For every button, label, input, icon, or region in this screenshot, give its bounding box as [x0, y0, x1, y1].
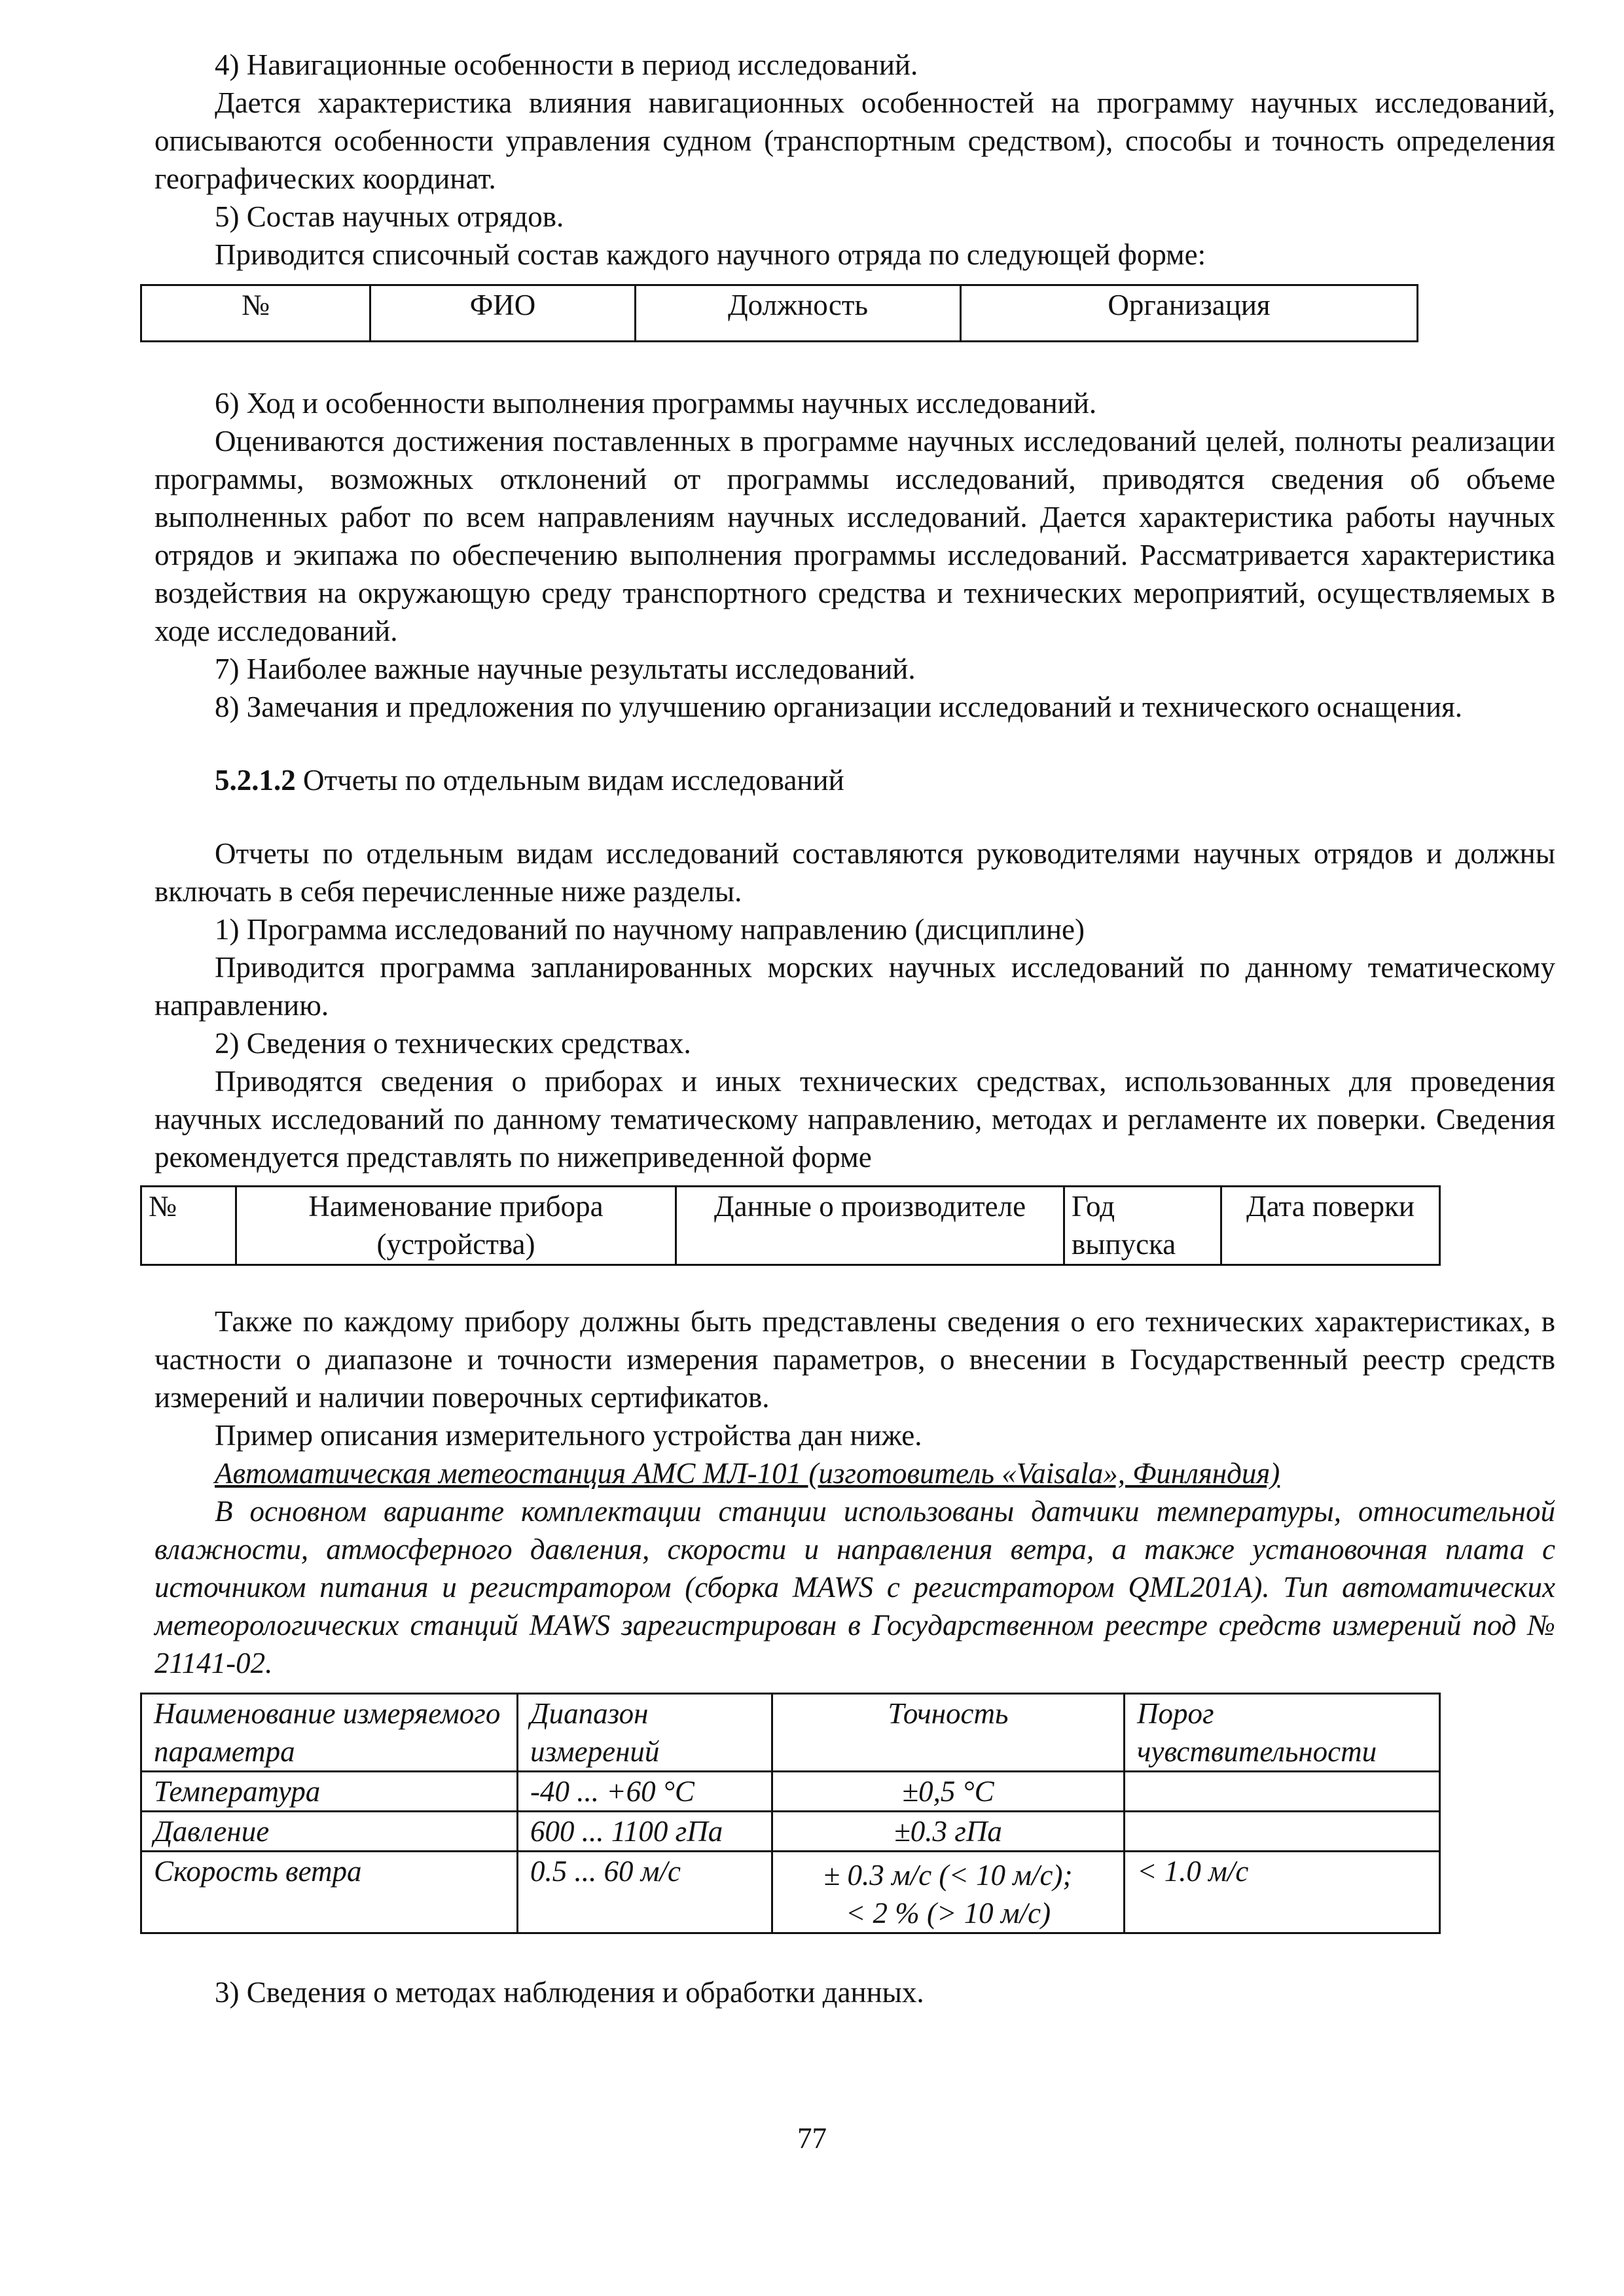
- specs-table-cell: [1125, 1772, 1440, 1812]
- paragraph-equipment-details: Также по каждому прибору должны быть представлены сведения о его технических характеристиках, в частности о диапазоне и точности измерения параметров, о внесении в Государственный реестр средств измерений и наличии поверочных сертификатов.: [154, 1305, 1555, 1414]
- paragraph-equipment-heading: 2) Сведения о технических средствах.: [215, 1027, 691, 1060]
- specs-table-row: [141, 1812, 1440, 1852]
- example-device-title: Автоматическая метеостанция АМС МЛ-101 (изготовитель «Vaisala», Финляндия): [215, 1457, 1280, 1490]
- paragraph-remarks-heading: 8) Замечания и предложения по улучшению организации исследований и технического оснащения.: [215, 691, 1463, 723]
- paragraph-navigation-text: Дается характеристика влияния навигационных особенностей на программу научных исследований, описываются особенности управления судном (транспортным средством), способы и точность определения географических координат.: [154, 86, 1555, 195]
- paragraph-program-text: Приводится программа запланированных морских научных исследований по данному тематическому направлению.: [154, 951, 1555, 1022]
- specs-table-cell: [1125, 1812, 1440, 1852]
- specs-table-cell: 0.5 ... 60 м/с: [518, 1852, 772, 1933]
- section-title: Отчеты по отдельным видам исследований: [303, 764, 844, 797]
- staff-table-header: Организация: [961, 285, 1418, 342]
- devices-table-header: Дата поверки: [1221, 1187, 1440, 1265]
- specs-table-cell: -40 ... +60 °С: [518, 1772, 772, 1812]
- devices-table-header: Наименование прибора (устройства): [236, 1187, 676, 1265]
- specs-table-row: [141, 1852, 1440, 1933]
- specs-table-cell: Давление: [141, 1812, 518, 1852]
- staff-table: [140, 284, 1418, 342]
- paragraph-section-intro: Отчеты по отдельным видам исследований составляются руководителями научных отрядов и должны включать в себя перечисленные ниже разделы.: [154, 837, 1555, 908]
- specs-table-header: Точность: [772, 1694, 1125, 1772]
- staff-table-header: ФИО: [370, 285, 636, 342]
- devices-table-header: Год выпуска: [1064, 1187, 1221, 1265]
- staff-table-header: Должность: [636, 285, 961, 342]
- specs-table-header-row: [141, 1694, 1440, 1772]
- paragraph-progress-heading: 6) Ход и особенности выполнения программы научных исследований.: [215, 387, 1097, 420]
- specs-table-cell: ± 0.3 м/с (< 10 м/с); < 2 % (> 10 м/с): [772, 1852, 1125, 1933]
- paragraph-equipment-text: Приводятся сведения о приборах и иных технических средствах, использованных для проведения научных исследований по данному тематическому направлению, методах и регламенте их поверки. Сведения рекомендуется представлять по нижеприведенной форме: [154, 1065, 1555, 1174]
- devices-table-header: №: [141, 1187, 236, 1265]
- specs-table-cell: Скорость ветра: [141, 1852, 518, 1933]
- specs-table-cell: Температура: [141, 1772, 518, 1812]
- specs-table-cell: ±0,5 °С: [772, 1772, 1125, 1812]
- specs-table-header: Диапазон измерений: [518, 1694, 772, 1772]
- paragraph-program-heading: 1) Программа исследований по научному направлению (дисциплине): [215, 913, 1085, 946]
- paragraph-staff-heading: 5) Состав научных отрядов.: [215, 200, 564, 233]
- paragraph-staff-text: Приводится списочный состав каждого научного отряда по следующей форме:: [215, 238, 1206, 271]
- specs-table-cell: 600 ... 1100 гПа: [518, 1812, 772, 1852]
- example-device-description: В основном варианте комплектации станции использованы датчики температуры, относительной влажности, атмосферного давления, скорости и направления ветра, а также установочная плата с источником питания и регистратором (сборка MAWS с регистратором QML201A). Тип автоматических метеорологических станций MAWS зарегистрирован в Государственном реестре средств измерений под № 21141-02.: [154, 1495, 1555, 1679]
- page-number: 77: [797, 2122, 827, 2155]
- document-page: [149, 46, 1555, 2011]
- specs-table-row: [141, 1772, 1440, 1812]
- specs-table-cell: ±0.3 гПа: [772, 1812, 1125, 1852]
- devices-table: [140, 1185, 1441, 1266]
- paragraph-results-heading: 7) Наиболее важные научные результаты исследований.: [215, 653, 916, 685]
- paragraph-navigation-heading: 4) Навигационные особенности в период исследований.: [215, 48, 918, 81]
- devices-table-header: Данные о производителе: [676, 1187, 1064, 1265]
- specs-table: [140, 1693, 1441, 1934]
- section-number: 5.2.1.2: [215, 764, 296, 797]
- devices-table-header-row: [141, 1187, 1440, 1265]
- paragraph-example-intro: Пример описания измерительного устройства дан ниже.: [215, 1419, 922, 1452]
- section-heading: [154, 761, 1555, 799]
- paragraph-methods-heading: 3) Сведения о методах наблюдения и обработки данных.: [215, 1976, 924, 2009]
- specs-table-header: Наименование измеряемого параметра: [141, 1694, 518, 1772]
- specs-table-header: Порог чувствительности: [1125, 1694, 1440, 1772]
- staff-table-header: №: [141, 285, 370, 342]
- paragraph-progress-text: Оцениваются достижения поставленных в программе научных исследований целей, полноты реализации программы, возможных отклонений от программы исследований, приводятся сведения об объеме выполненных работ по всем направлениям научных исследований. Дается характеристика работы научных отрядов и экипажа по обеспечению выполнения программы исследований. Рассматривается характеристика воздействия на окружающую среду транспортного средства и технических мероприятий, осуществляемых в ходе исследований.: [154, 425, 1555, 647]
- staff-table-header-row: [141, 285, 1418, 342]
- specs-table-cell: < 1.0 м/с: [1125, 1852, 1440, 1933]
